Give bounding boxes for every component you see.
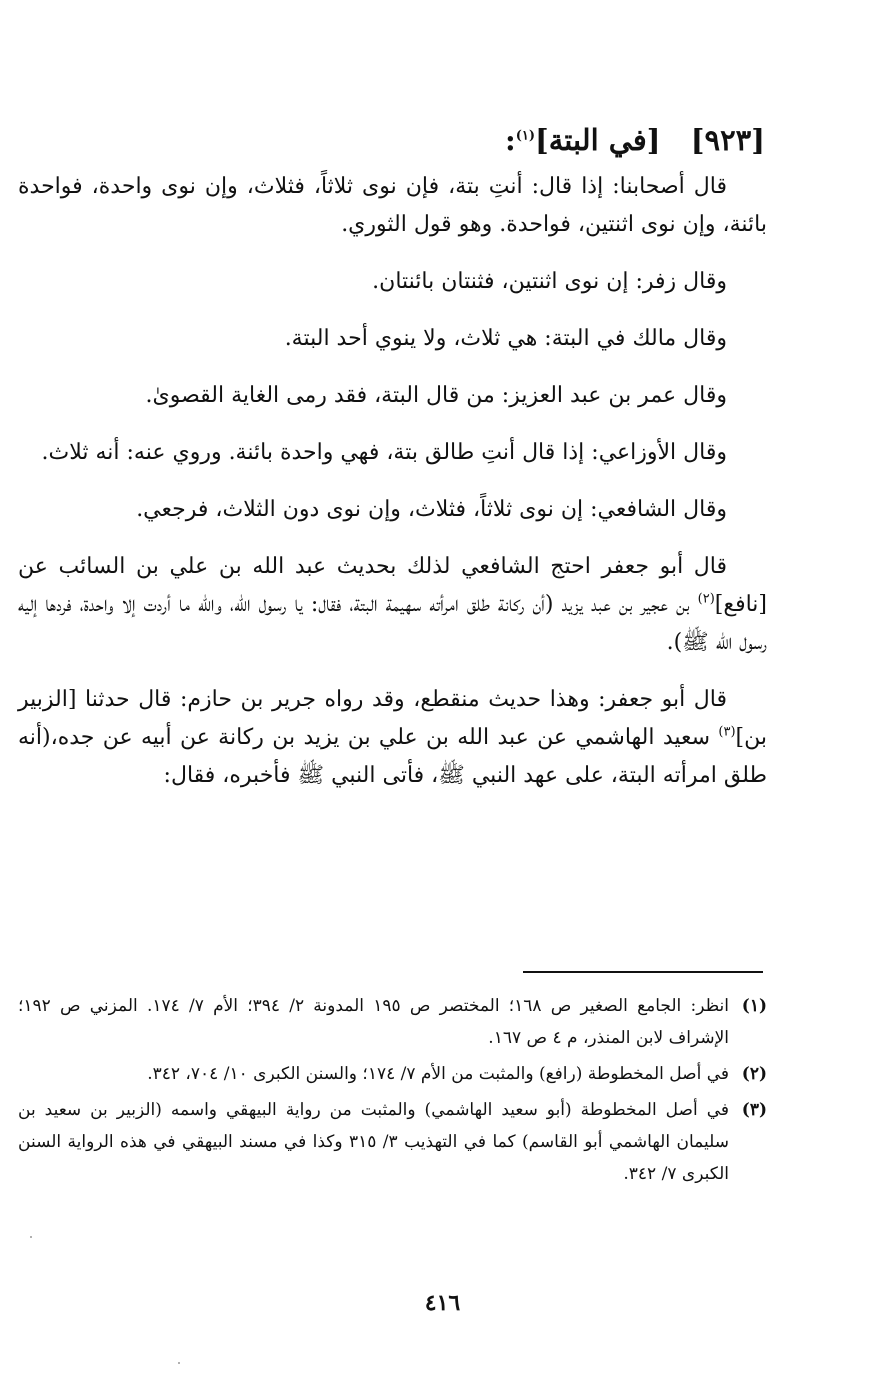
footnote-ref: (٣) [718,724,736,740]
footnote [18,1058,767,1090]
section-heading [18,118,767,162]
paragraph [18,681,767,795]
footnote-text: في أصل المخطوطة (أبو سعيد الهاشمي) والمثبت من رواية البيهقي واسمه (الزبير بن سعيد بن سليمان الهاشمي أبو القاسم) كما في التهذيب ٣/ ٣١٥ وكذا في مسند البيهقي في هذه الرواية السنن الكبرى ٧/ ٣٤٢. [18,1100,729,1184]
footnote-text: انظر: الجامع الصغير ص ١٦٨؛ المختصر ص ١٩٥ المدونة ٢/ ٣٩٤؛ الأم ٧/ ١٧٤. المزني ص ١٩٢؛ الإشراف لابن المنذر، م ٤ ص ١٦٧. [18,996,729,1048]
paragraph: وقال الشافعي: إن نوى ثلاثاً، فثلاث، وإن نوى دون الثلاث، فرجعي. [136,497,727,522]
footnote-text: في أصل المخطوطة (رافع) والمثبت من الأم ٧/ ١٧٤؛ والسنن الكبرى ١٠/ ٧٠٤، ٣٤٢. [147,1064,729,1084]
footnote-ref: (٢) [697,591,715,607]
paragraph: قال أصحابنا: إذا قال: أنتِ بتة، فإن نوى ثلاثاً، فثلاث، وإن نوى واحدة، فواحدة بائنة، وإن نوى اثنتين، فواحدة. وهو قول الثوري. [18,174,767,237]
main-text [18,118,767,814]
paragraph: وقال مالك في البتة: هي ثلاث، ولا ينوي أحد البتة. [284,326,727,351]
paragraph: وقال عمر بن عبد العزيز: من قال البتة، فقد رمى الغاية القصوىٰ. [145,383,727,408]
footnote-ref: (١) [515,128,535,144]
footnote-separator [523,971,763,973]
paragraph-text: قال أبو جعفر احتج الشافعي لذلك بحديث عبد الله بن علي بن السائب عن [نافع] [18,554,767,617]
paragraph [18,548,767,662]
section-title: [في البتة] [534,123,661,157]
paragraph-text: سعيد الهاشمي عن عبد الله بن علي بن يزيد بن ركانة عن أبيه عن جده،(أنه طلق امرأته البتة، على عهد النبي ﷺ، فأتى النبي ﷺ فأخبره، فقال: [18,725,767,788]
footnote-number: (١) [741,996,767,1016]
paragraph-text: قال أبو جعفر: وهذا حديث منقطع، وقد رواه جرير بن حازم: قال حدثنا [الزبير بن] [18,687,767,750]
footnote-number: (٣) [741,1100,767,1120]
scan-speck [178,1362,180,1364]
page-number: ٤١٦ [424,1290,461,1316]
footnote [18,990,767,1054]
paragraph: وقال الأوزاعي: إذا قال أنتِ طالق بتة، فهي واحدة بائنة. وروي عنه: أنه ثلاث. [41,440,727,465]
footnote-number: (٢) [741,1064,767,1084]
section-number: [٩٢٣] [690,123,765,157]
paragraph: وقال زفر: إن نوى اثنتين، فثنتان بائنتان. [372,269,727,294]
footnotes [18,990,767,1194]
heading-colon: : [504,123,516,157]
paragraph-text: بن عجير بن عبد يزيد (أن ركانة طلق امرأته سهيمة البتة، فقال: يا رسول الله، والله ما أردت إلا واحدة، فردها إليه رسول الله ﷺ). [18,592,767,655]
footnote [18,1094,767,1190]
scan-speck [30,1236,32,1238]
